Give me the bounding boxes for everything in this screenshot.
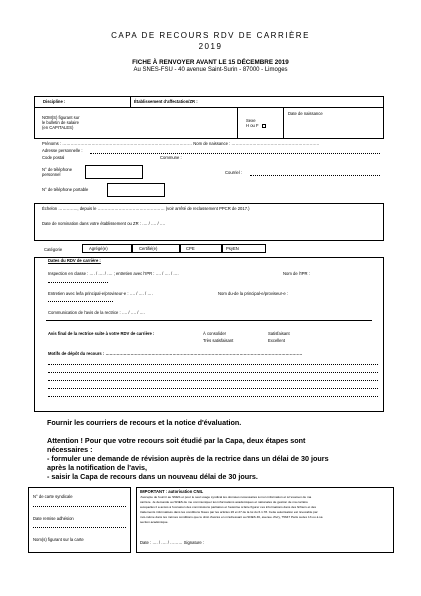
motifs-field-2[interactable] [48,372,378,373]
motifs-field-5[interactable] [48,396,378,397]
noms-field[interactable] [98,111,233,135]
cnil-title: IMPORTANT : autorisation CNIL [140,489,204,494]
etablissement-label: Établissement d'affectation/ZR : [134,99,198,104]
motifs-field-3[interactable] [48,380,378,381]
cnil-body-1: J'accepte de fournir au SNES et pour le seul usage syndical les données nécessaires à mon information et à l'examen de ma [140,495,312,499]
divider [46,320,372,321]
noms-label-3: (en CAPITALES) [42,125,74,130]
communication-line: Communication de l'avis de la rectrice : …. / …. / …. [48,310,145,315]
form-title: CAPA DE RECOURS RDV DE CARRIÈRE [111,31,310,40]
categorie-cpe[interactable]: CPE [180,244,222,253]
cnil-body-3: auxquelles il a accès à l'occasion des commissions paritaires et l'autorise à faire figurer ces informations dans des fichiers et des [140,505,317,509]
cnil-body-4: traitements informatisés dans les conditions fixées par les articles 26 et 27 de la loi du 6.1.78. Cette autorisation est révocable par [140,510,318,514]
deadline-text: FICHE À RENVOYER AVANT LE 15 DÉCEMBRE 2019 [132,59,289,66]
instruction-line-4: - formuler une demande de révision auprès de la rectrice dans un délai de 30 jours [47,454,329,463]
courriel-label: Courriel : [225,170,242,175]
avis-satisfaisant[interactable]: Satisfaisant [268,331,290,336]
noms-label-1: NOM(S) figurant sur [42,115,80,120]
cnil-body-5: moi-même dans les mêmes conditions que le droit d'accès en m'adressant au SNES 46, avenue d'Ivry, 75647 Paris cedex 13 ou à sa [140,515,323,519]
avis-tres-satisfaisant[interactable]: Très satisfaisant [203,338,234,343]
address-text: Au SNES-FSU - 40 avenue Saint-Surin - 87000 - Limoges [133,67,288,73]
echelon-line: Échelon ………….., depuis le ………………………………………… (voir arrêté de reclassement PPCR de 2017.) [42,206,250,211]
code-postal-label: Code postal [42,155,65,160]
tel-perso-field[interactable] [85,165,143,179]
instruction-line-1: Fournir les courriers de recours et la notice d'évaluation. [47,418,242,427]
discipline-label: Discipline : [43,99,66,104]
nomination-line: Date de nomination dans votre établissement ou ZR : …. / …. / …. [42,221,166,226]
instruction-line-3: nécessaires : [47,445,93,454]
categorie-label: Catégorie [44,247,63,252]
date-naissance-label: Date de naissance [288,111,323,116]
noms-carte-label: Nom(s) figurant sur la carte [33,537,84,542]
tel-portable-label: N° de téléphone portable [42,187,89,192]
categorie-agrege[interactable]: Agrégé(e) [82,244,132,253]
commune-label: Commune : [160,155,182,160]
tel-perso-label-2: personnel [42,172,61,177]
rdv-title: Dates du RDV de carrière : [48,258,101,263]
sexe-hf-label: H ou F [246,123,259,128]
nom-principal-label: Nom du-de la principal-e/proviseur-e : [218,291,289,296]
nom-ipr-field[interactable] [48,282,108,283]
date-signature-line: Date : …. / …. / ……… Signature : [140,540,204,545]
categorie-certifie[interactable]: Certifié(e) [132,244,180,253]
adresse-label: Adresse personnelle : [42,148,83,153]
instruction-line-2: Attention ! Pour que votre recours soit étudié par la Capa, deux étapes sont [47,436,306,445]
instruction-line-6: - saisir la Capa de recours dans un nouveau délai de 30 jours. [47,472,258,481]
adresse-field[interactable] [90,153,380,154]
signature-field[interactable] [230,538,290,548]
inspection-line: Inspection en classe : …. / …. / …. ; entretien avec l'IPR : …. / …. / …. [48,271,179,276]
courriel-field[interactable] [250,175,380,176]
nom-principal-field[interactable] [48,301,113,302]
date-adhesion-field[interactable] [33,527,126,528]
form-year: 2019 [198,42,223,51]
carte-label: N° de carte syndicale [33,494,73,499]
nom-ipr-label: Nom de l'IPR : [283,271,310,276]
prenoms-line: Prénoms : ………………………………………………………………………………… Nom de naissance : ……………………………………………………… [42,141,320,146]
cnil-body-2: carrière. Je demande au SNES de me communiquer les informations académiques et nationales de gestion de ma carrière [140,500,309,504]
avis-consolider[interactable]: À consolider [203,331,227,336]
entretien-line: Entretien avec le/la principal-e/proviseur-e : …. / …. / …. [48,291,153,296]
instruction-line-5: après la notification de l'avis, [47,463,147,472]
motifs-field-1[interactable] [48,364,378,365]
tel-portable-field[interactable] [107,183,165,197]
avis-label: Avis final de la rectrice suite à votre RDV de carrière : [48,331,155,336]
motifs-line: Motifs de dépôt du recours : …………………………………………………………………………………………………………………………… [48,351,303,356]
avis-excellent[interactable]: Excellent [268,338,285,343]
motifs-field-4[interactable] [48,388,378,389]
categorie-psyen[interactable]: PsyEN [222,244,266,253]
noms-label-2: le bulletin de salaire [42,120,80,125]
date-adhesion-label: Date remise adhésion [33,516,74,521]
tel-perso-label-1: N° de téléphone [42,167,73,172]
carte-field[interactable] [33,506,126,507]
sexe-field[interactable] [262,124,266,128]
sexe-label: Sexe [246,118,256,123]
cnil-body-6: section académique. [140,520,169,524]
date-naissance-field[interactable] [288,118,380,136]
